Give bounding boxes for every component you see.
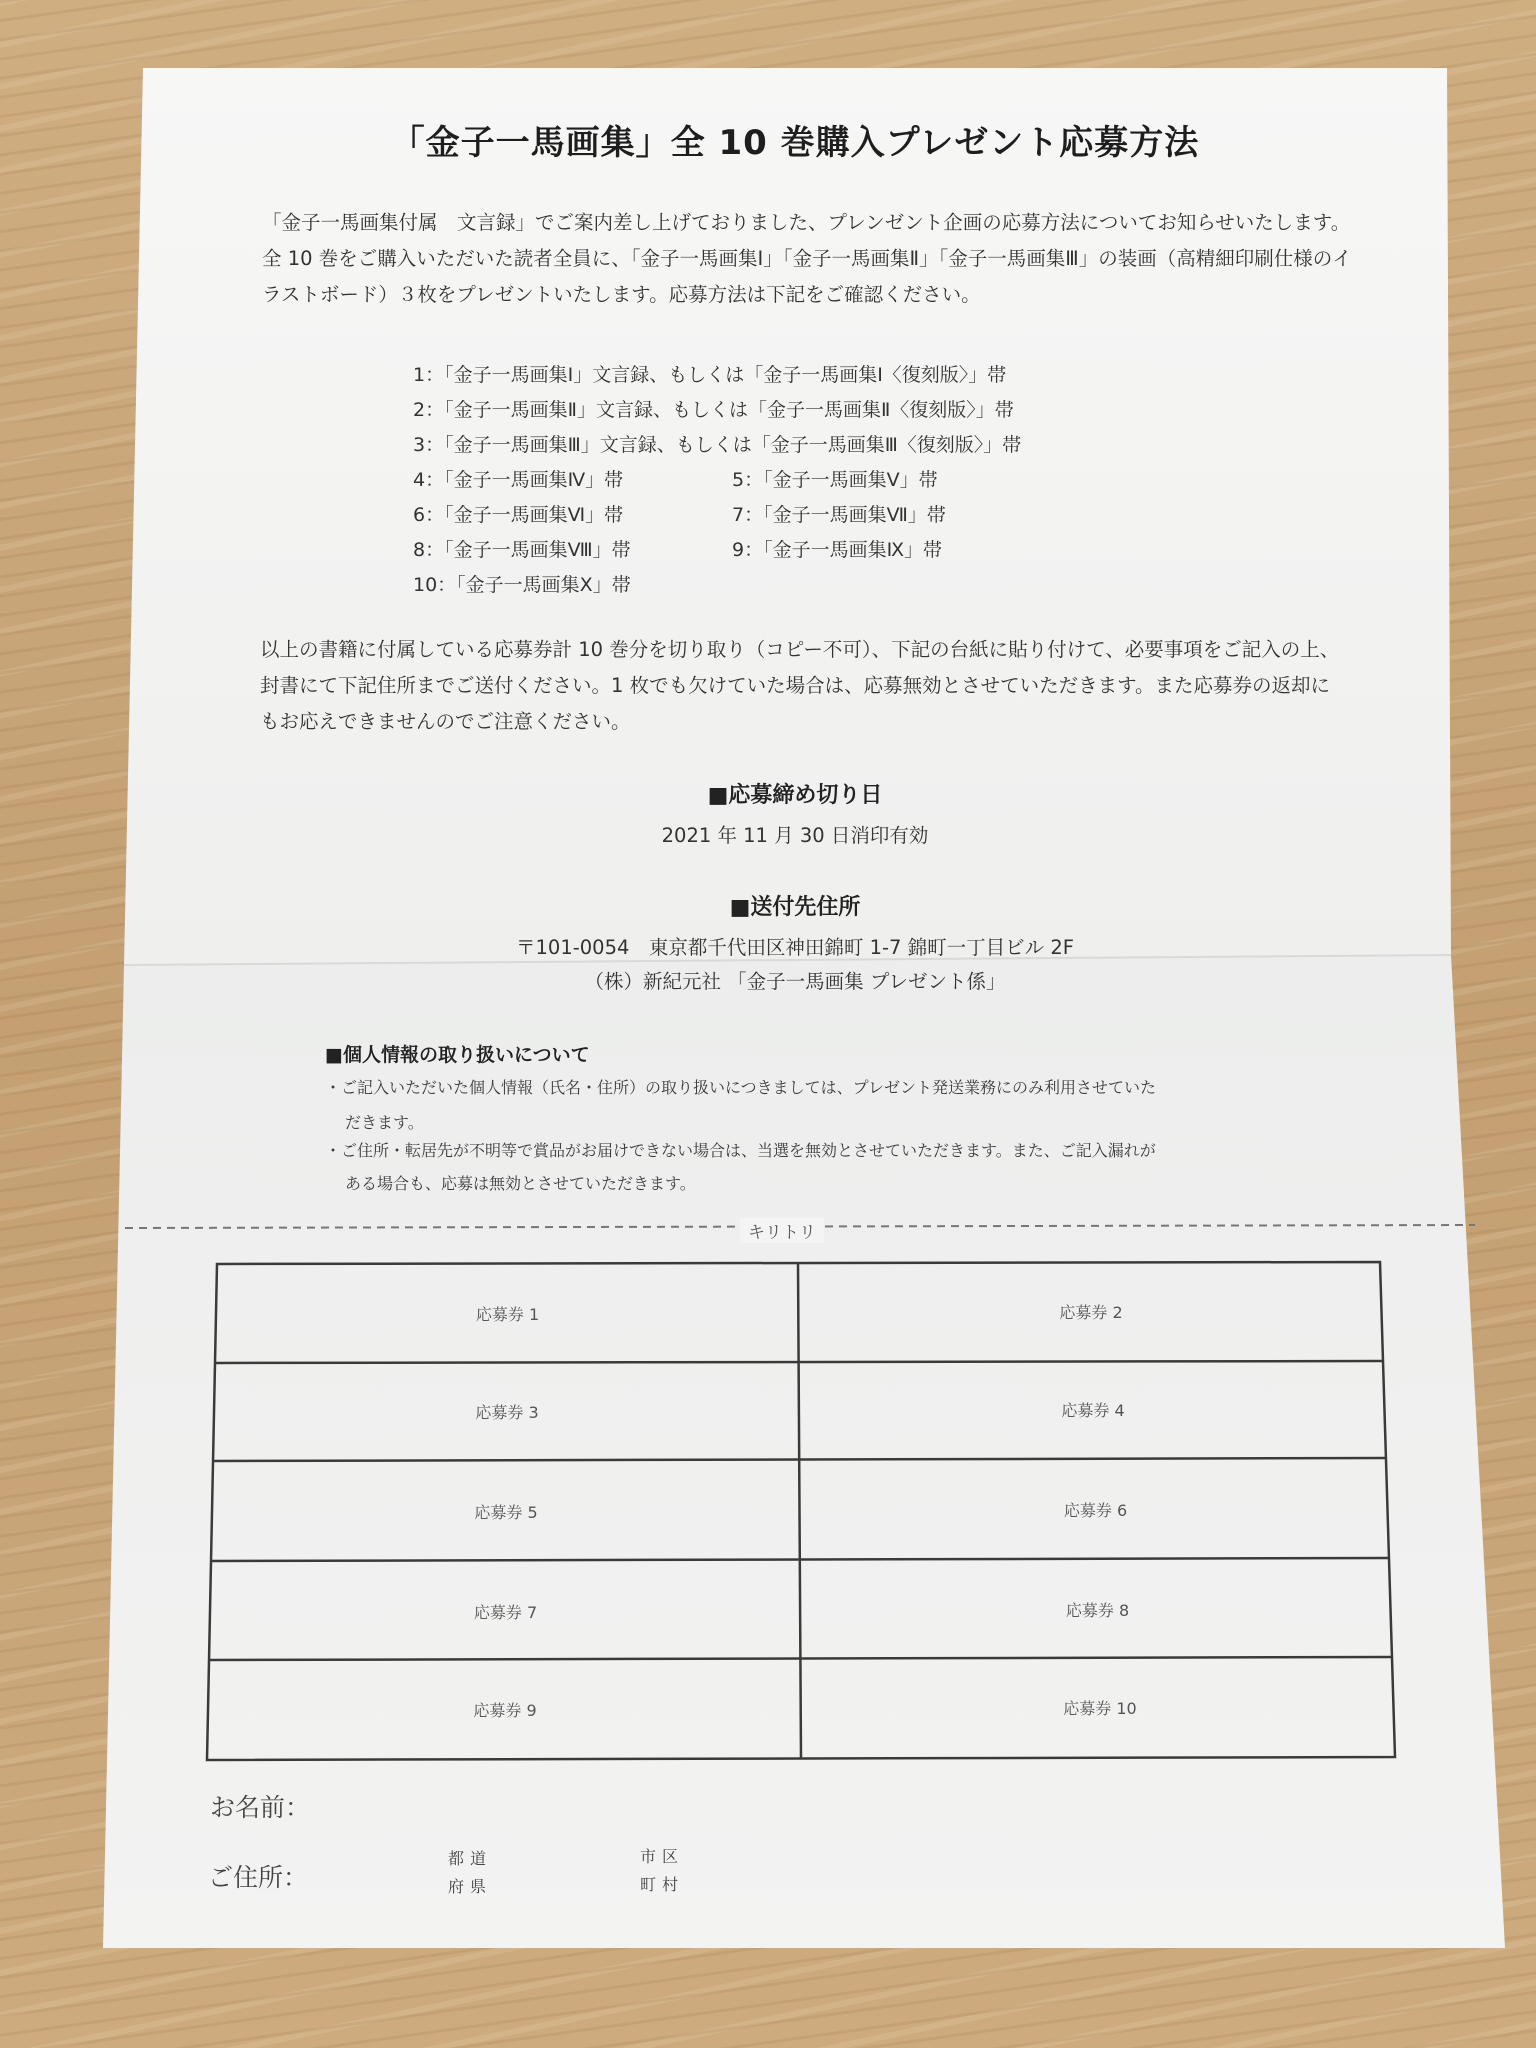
address-field-label: ご住所： [208, 1863, 309, 1892]
ticket-slot-2: 応募券 2 [1059, 1303, 1123, 1322]
privacy-bullet-2-cont: ある場合も、応募は無効とさせていただきます。 [345, 1174, 696, 1193]
ticket-slot-5: 応募券 5 [474, 1503, 538, 1522]
instructions-paragraph: 以上の書籍に付属している応募券計 10 巻分を切り取り（コピー不可）、下記の台紙に貼り付けて、必要事項をご記入の上、封書にて下記住所までご送付ください。1 枚でも欠けていた場合は、応募無効とさせていただきます。また応募券の返却にもお応えできませんのでご注意ください。 [260, 638, 1340, 733]
address-line-2: （株）新紀元社 「金子一馬画集 プレゼント係」 [584, 970, 1006, 993]
city-label-bottom: 町村 [640, 1875, 685, 1894]
list-item: 3：「金子一馬画集Ⅲ」文言録、もしくは「金子一馬画集Ⅲ〈復刻版〉」帯 [413, 434, 1022, 456]
privacy-bullet-1-cont: だきます。 [345, 1113, 424, 1132]
deadline-date: 2021 年 11 月 30 日消印有効 [661, 824, 929, 847]
list-item: 6：「金子一馬画集Ⅵ」帯 [413, 504, 624, 526]
name-field-label: お名前： [210, 1793, 311, 1822]
list-item: 10：「金子一馬画集Ⅹ」帯 [413, 574, 631, 596]
ticket-slot-8: 応募券 8 [1065, 1601, 1130, 1620]
list-item: 5：「金子一馬画集Ⅴ」帯 [732, 469, 938, 491]
list-item: 9：「金子一馬画集Ⅸ」帯 [732, 539, 943, 561]
address-heading: ■送付先住所 [729, 895, 861, 920]
privacy-heading: ■個人情報の取り扱いについて [325, 1044, 590, 1066]
prefecture-label-top: 都道 [448, 1849, 493, 1868]
list-item: 4：「金子一馬画集Ⅳ」帯 [413, 469, 624, 491]
ticket-slot-3: 応募券 3 [475, 1403, 539, 1422]
ticket-slot-7: 応募券 7 [473, 1603, 538, 1622]
cut-line-label: キリトリ [740, 1218, 824, 1243]
prefecture-label-bottom: 府県 [448, 1877, 493, 1896]
ticket-slot-9: 応募券 9 [473, 1701, 537, 1720]
ticket-slot-10: 応募券 10 [1063, 1699, 1137, 1718]
ticket-slot-6: 応募券 6 [1063, 1501, 1128, 1520]
intro-paragraph: 「金子一馬画集付属 文言録」でご案内差し上げておりました、プレンゼント企画の応募方法についてお知らせいたします。全 10 巻をご購入いただいた読者全員に、「金子一馬画集Ⅰ」「金子一馬画集Ⅱ」「金子一馬画集Ⅲ」の装画（高精細印刷仕様のイラストボード）３枚をプレゼントいたします。応募方法は下記をご確認ください。 [262, 211, 1352, 306]
city-label-top: 市区 [640, 1847, 685, 1866]
address-line-1: 〒101-0054 東京都千代田区神田錦町 1-7 錦町一丁目ビル 2F [516, 936, 1074, 959]
list-item: 7：「金子一馬画集Ⅶ」帯 [732, 504, 946, 526]
list-item: 2：「金子一馬画集Ⅱ」文言録、もしくは「金子一馬画集Ⅱ〈復刻版〉」帯 [413, 399, 1014, 421]
privacy-bullet-2: ・ご住所・転居先が不明等で賞品がお届けできない場合は、当選を無効とさせていただきます。また、ご記入漏れが [325, 1141, 1156, 1160]
list-item: 8：「金子一馬画集Ⅷ」帯 [413, 539, 631, 561]
privacy-bullet-1: ・ご記入いただいた個人情報（氏名・住所）の取り扱いにつきましては、プレゼント発送業務にのみ利用させていた [325, 1078, 1157, 1097]
deadline-heading: ■応募締め切り日 [707, 783, 883, 808]
page-title: 「金子一馬画集」全 10 巻購入プレゼント応募方法 [390, 123, 1200, 163]
list-item: 1：「金子一馬画集Ⅰ」文言録、もしくは「金子一馬画集Ⅰ〈復刻版〉」帯 [413, 364, 1007, 386]
ticket-slot-1: 応募券 1 [475, 1305, 540, 1324]
ticket-slot-4: 応募券 4 [1061, 1401, 1125, 1420]
